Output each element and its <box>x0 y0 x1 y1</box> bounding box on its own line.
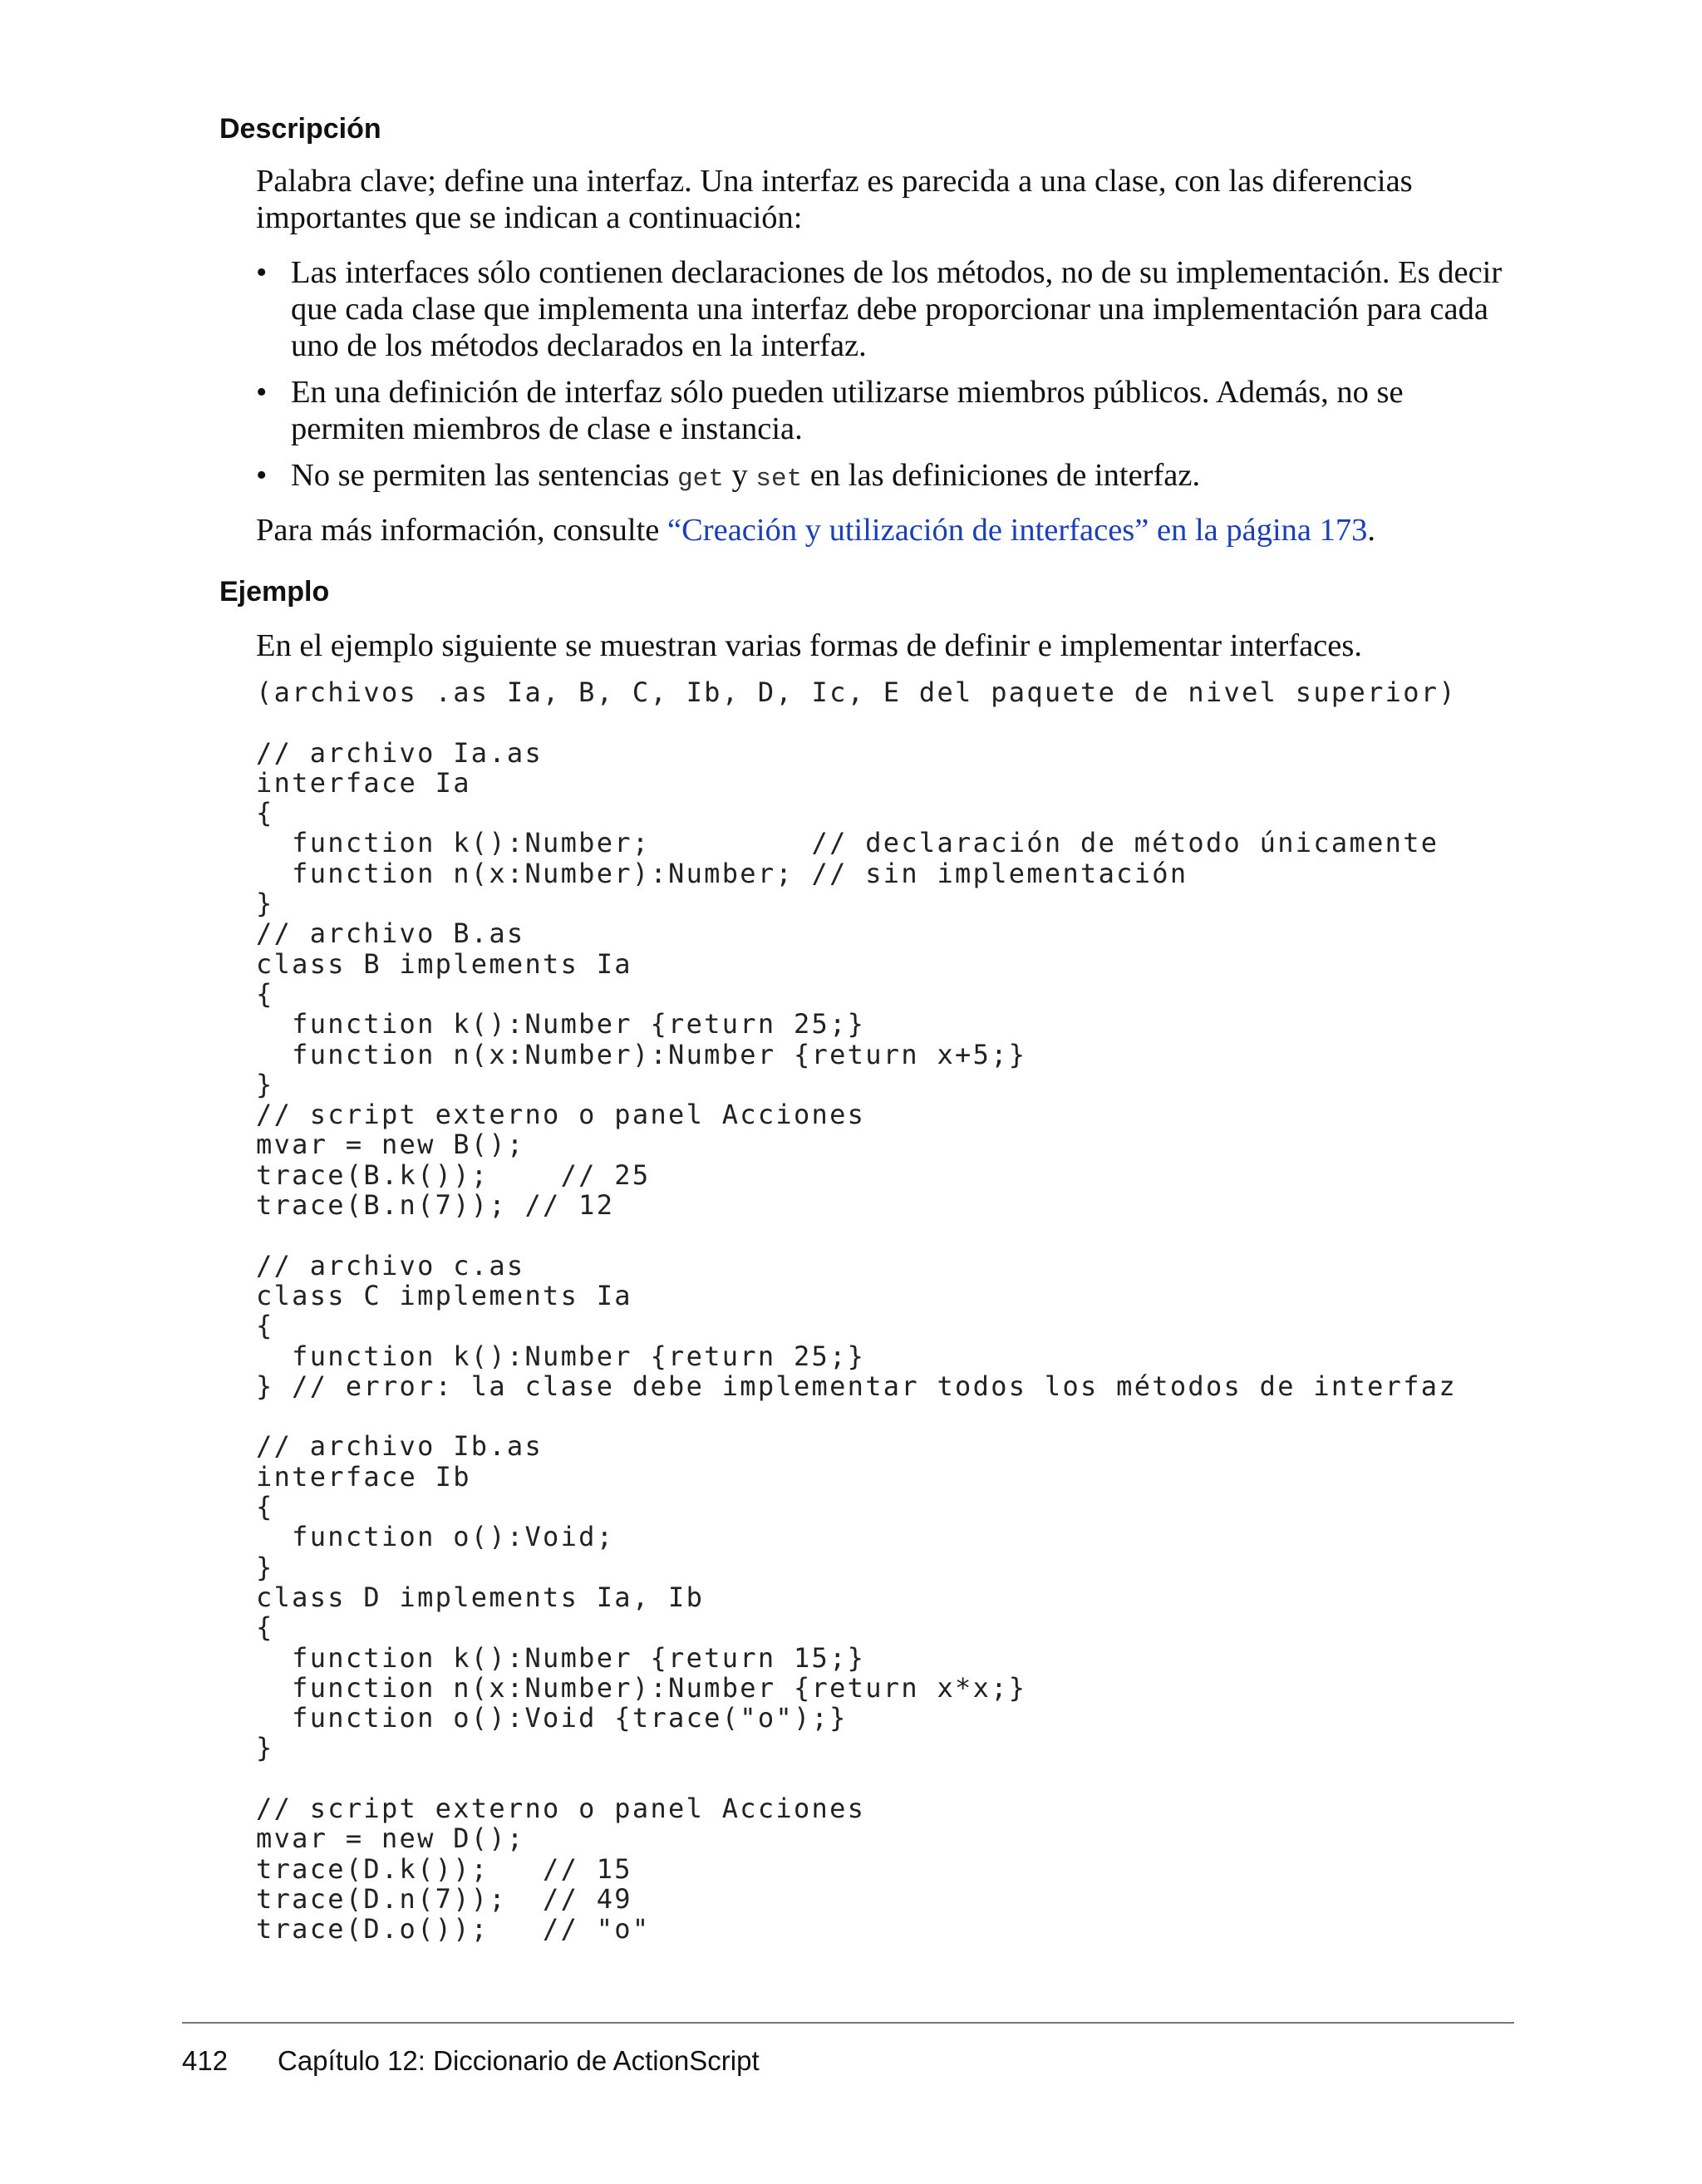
list-item <box>256 254 1519 364</box>
example-intro: En el ejemplo siguiente se muestran varias formas de definir e implementar interfaces. <box>256 628 1362 663</box>
bullet-icon: • <box>256 458 268 493</box>
list-item-text-middle: y <box>723 458 756 493</box>
list-item-text: En una definición de interfaz sólo pueden utilizarse miembros públicos. Además, no se permiten miembros de clase e instancia. <box>291 375 1404 446</box>
interfaces-cross-reference-link[interactable]: “Creación y utilización de interfaces” en la página 173 <box>667 513 1368 548</box>
more-info-text: Para más información, consulte <box>256 513 668 548</box>
list-item <box>256 374 1519 447</box>
inline-code-get: get <box>677 465 724 494</box>
code-example-block: (archivos .as Ia, B, C, Ib, D, Ic, E del paquete de nivel superior) // archivo Ia.as interface Ia { function k():Number; // declaración de método únicamente function n(x:Number):Number; // sin implementación } // archivo B.as class B implements Ia { function k():Number {return 25;} function n(x:Number):Number {return x+5;} } // script externo o panel Acciones mvar = new B(); trace(B.k()); // 25 trace(B.n(7)); // 12 // archivo c.as class C implements Ia { function k():Number {return 25;} } // error: la clase debe implementar todos los métodos de interfaz // archivo Ib.as interface Ib { function o():Void; } class D implements Ia, Ib { function k():Number {return 15;} function n(x:Number):Number {return x*x;} function o():Void {trace("o");} } // script externo o panel Acciones mvar = new D(); trace(D.k()); // 15 trace(D.n(7)); // 49 trace(D.o()); // "o" <box>256 676 1457 1945</box>
more-info-period: . <box>1367 513 1375 548</box>
bullet-icon: • <box>256 375 268 410</box>
differences-list <box>256 254 1519 508</box>
footer-divider <box>182 2022 1514 2024</box>
page-number: 412 <box>182 2045 229 2076</box>
list-item <box>256 457 1519 498</box>
chapter-title: Capítulo 12: Diccionario de ActionScript <box>278 2045 760 2076</box>
more-info-paragraph <box>256 512 1519 548</box>
list-item-text-before: No se permiten las sentencias <box>291 458 678 493</box>
section-heading-description: Descripción <box>219 113 381 145</box>
list-item-text-after: en las definiciones de interfaz. <box>802 458 1201 493</box>
section-heading-example: Ejemplo <box>219 576 330 607</box>
bullet-icon: • <box>256 255 268 290</box>
inline-code-set: set <box>755 465 803 494</box>
list-item-text: Las interfaces sólo contienen declaraciones de los métodos, no de su implementación. Es decir que cada clase que implementa una interfaz debe proporcionar una implementación para cada uno de los métodos declarados en la interfaz. <box>291 255 1503 363</box>
description-intro: Palabra clave; define una interfaz. Una interfaz es parecida a una clase, con las diferencias importantes que se indican a continuación: <box>256 164 1413 235</box>
